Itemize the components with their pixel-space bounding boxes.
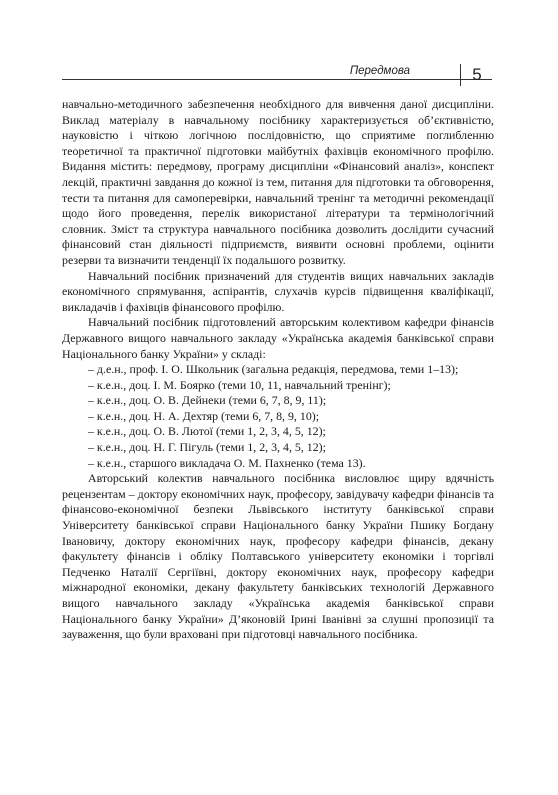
header-title: Передмова [349,65,410,77]
paragraph-intro-continuation: навчально-методичного забезпечення необхідного для вивчення даної дисципліни. Виклад матеріалу в навчальному посібнику характеризується об’єктивністю, науковістю і чіткою логічною послідовністю, що сприятиме поглибленню теоретичної та практичної підготовки майбутніх фахівців економічного профілю. Видання містить: передмову, програму дисципліни «Фінансовий аналіз», конспект лекцій, практичні завдання до кожної із тем, питання для підготовки та обговорення, тести та питання для самоперевірки, навчальний тренінг та методичні рекомендації щодо його проведення, перелік використаної літератури та термінологічний словник. Зміст та структура навчального посібника дозволить дослідити сучасний фінансовий стан діяльності підприємств, виявити основні проблеми, оцінити резерви та визначити тенденції їх подальшого розвитку. [62,97,494,267]
body-text [62,97,494,643]
author-item: – к.е.н., доц. О. В. Лютої (теми 1, 2, 3, 4, 5, 12); [88,424,326,439]
author-item: – к.е.н., доц. Н. А. Дехтяр (теми 6, 7, 8, 9, 10); [88,408,320,423]
paragraph-audience: Навчальний посібник призначений для студентів вищих навчальних закладів економічного спрямування, аспірантів, слухачів курсів підвищення кваліфікації, викладачів і фахівців фінансового профілю. [62,268,494,314]
header-rule [62,79,492,80]
author-item: – к.е.н., доц. Н. Г. Пігуль (теми 1, 2, 3, 4, 5, 12); [88,440,326,455]
page-number: 5 [460,64,493,86]
author-item: – к.е.н., доц. О. В. Дейнеки (теми 6, 7, 8, 9, 11); [88,393,327,408]
paragraph-acknowledgements: Авторський колектив навчального посібника висловлює щиру вдячність рецензентам – доктору економічних наук, професору, завідувачу кафедри фінансів та фінансово-економічної безпеки Львівського інституту банківської справи Університету банківської справи Національного банку України Пшику Богдану Івановичу, доктору економічних наук, професору кафедри фінансів, декану факультету фінансів і обліку Полтавського університету економіки і торгівлі Педченко Наталії Сергіївні, доктору економічних наук, професору кафедри міжнародної економіки, декану факультету банківських технологій Державного вищого навчального закладу «Українська академія банківської справи Національного банку України» Д’яконовій Ірині Іванівні за слушні пропозиції та зауваження, що були враховані при підготовці навчального посібника. [62,471,494,642]
author-item: – к.е.н., доц. І. М. Боярко (теми 10, 11, навчальний тренінг); [88,377,391,392]
running-header [62,62,492,86]
author-item: – д.е.н., проф. І. О. Школьник (загальна редакція, передмова, теми 1–13); [88,362,459,377]
paragraph-authors-intro: Навчальний посібник підготовлений авторським колективом кафедри фінансів Державного вищого навчального закладу «Українська академія банківської справи Національного банку України» у складі: [62,315,494,361]
author-item: – к.е.н., старшого викладача О. М. Пахненко (тема 13). [88,455,366,470]
